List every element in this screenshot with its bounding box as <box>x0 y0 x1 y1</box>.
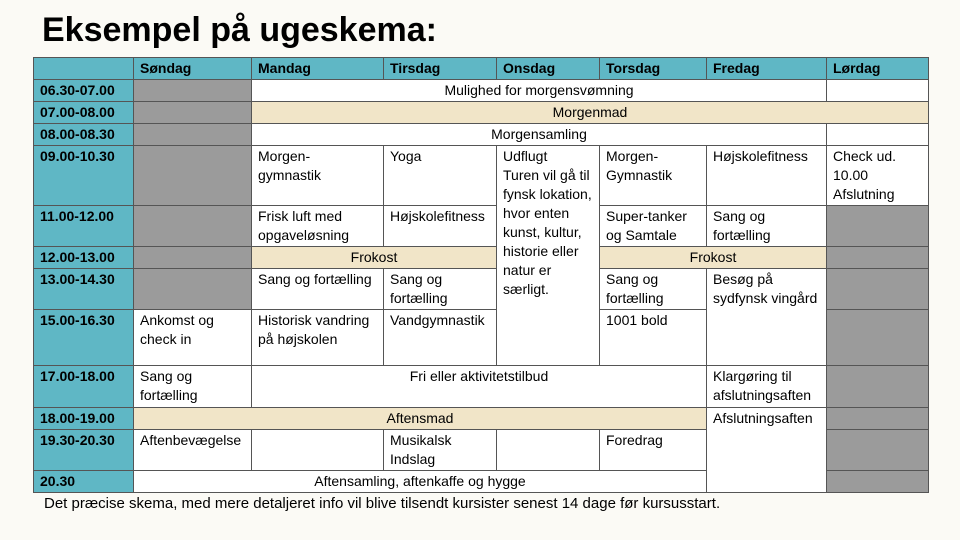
unavailable-cell <box>827 408 929 430</box>
unavailable-cell <box>134 247 252 269</box>
schedule-cell: Morgensamling <box>252 124 827 146</box>
unavailable-cell <box>134 146 252 206</box>
empty-cell <box>827 124 929 146</box>
unavailable-cell <box>827 269 929 310</box>
time-cell: 07.00-08.00 <box>34 102 134 124</box>
header-mandag: Mandag <box>252 58 384 80</box>
meal-cell: Frokost <box>252 247 497 269</box>
header-tirsdag: Tirsdag <box>384 58 497 80</box>
table-row <box>34 206 929 247</box>
table-row <box>34 247 929 269</box>
header-lordag: Lørdag <box>827 58 929 80</box>
unavailable-cell <box>827 206 929 247</box>
schedule-cell: Klargøring til afslutningsaften <box>707 366 827 408</box>
unavailable-cell <box>134 124 252 146</box>
schedule-cell: Vandgymnastik <box>384 310 497 366</box>
schedule-cell: Sang og fortælling <box>252 269 384 310</box>
empty-cell <box>252 430 384 471</box>
meal-cell: Frokost <box>600 247 827 269</box>
schedule-cell: Højskolefitness <box>384 206 497 247</box>
schedule-cell: Musikalsk Indslag <box>384 430 497 471</box>
header-corner <box>34 58 134 80</box>
time-cell: 13.00-14.30 <box>34 269 134 310</box>
schedule-cell: Aftensamling, aftenkaffe og hygge <box>134 471 707 493</box>
schedule-cell: Ankomst og check in <box>134 310 252 366</box>
week-schedule-table <box>33 57 929 493</box>
schedule-cell: Yoga <box>384 146 497 206</box>
schedule-cell: 1001 bold <box>600 310 707 366</box>
excursion-cell: Udflugt Turen vil gå til fynsk lokation, hvor enten kunst, kultur, historie eller natur er særligt. <box>497 146 600 366</box>
unavailable-cell <box>827 430 929 471</box>
schedule-cell: Super-tanker og Samtale <box>600 206 707 247</box>
meal-cell: Aftensmad <box>134 408 707 430</box>
table-row <box>34 366 929 408</box>
unavailable-cell <box>827 247 929 269</box>
unavailable-cell <box>827 310 929 366</box>
header-row <box>34 58 929 80</box>
table-row <box>34 408 929 430</box>
unavailable-cell <box>134 206 252 247</box>
empty-cell <box>497 430 600 471</box>
time-cell: 18.00-19.00 <box>34 408 134 430</box>
time-cell: 08.00-08.30 <box>34 124 134 146</box>
schedule-cell: Check ud. 10.00 Afslutning <box>827 146 929 206</box>
unavailable-cell <box>134 269 252 310</box>
meal-cell: Morgenmad <box>252 102 929 124</box>
header-fredag: Fredag <box>707 58 827 80</box>
table-row <box>34 102 929 124</box>
schedule-cell: Foredrag <box>600 430 707 471</box>
table-row <box>34 80 929 102</box>
time-cell: 19.30-20.30 <box>34 430 134 471</box>
time-cell: 06.30-07.00 <box>34 80 134 102</box>
schedule-cell: Morgen- gymnastik <box>252 146 384 206</box>
schedule-cell: Besøg på sydfynsk vingård <box>707 269 827 366</box>
schedule-cell: Højskolefitness <box>707 146 827 206</box>
page-title: Eksempel på ugeskema: <box>42 11 437 49</box>
table-row <box>34 269 929 310</box>
schedule-cell: Sang og fortælling <box>134 366 252 408</box>
schedule-cell: Frisk luft med opgaveløsning <box>252 206 384 247</box>
time-cell: 17.00-18.00 <box>34 366 134 408</box>
schedule-cell: Fri eller aktivitetstilbud <box>252 366 707 408</box>
time-cell: 12.00-13.00 <box>34 247 134 269</box>
unavailable-cell <box>827 471 929 493</box>
time-cell: 20.30 <box>34 471 134 493</box>
schedule-cell: Aftenbevægelse <box>134 430 252 471</box>
schedule-cell: Afslutningsaften <box>707 408 827 493</box>
table-row <box>34 124 929 146</box>
unavailable-cell <box>827 366 929 408</box>
schedule-cell: Sang og fortælling <box>707 206 827 247</box>
time-cell: 15.00-16.30 <box>34 310 134 366</box>
schedule-cell: Sang og fortælling <box>384 269 497 310</box>
empty-cell <box>827 80 929 102</box>
unavailable-cell <box>134 102 252 124</box>
header-onsdag: Onsdag <box>497 58 600 80</box>
header-torsdag: Torsdag <box>600 58 707 80</box>
schedule-cell: Morgen- Gymnastik <box>600 146 707 206</box>
schedule-cell: Historisk vandring på højskolen <box>252 310 384 366</box>
unavailable-cell <box>134 80 252 102</box>
time-cell: 09.00-10.30 <box>34 146 134 206</box>
header-sondag: Søndag <box>134 58 252 80</box>
schedule-cell: Sang og fortælling <box>600 269 707 310</box>
footnote: Det præcise skema, med mere detaljeret info vil blive tilsendt kursister senest 14 dage før kursusstart. <box>44 495 721 512</box>
table-row <box>34 146 929 206</box>
schedule-cell: Mulighed for morgensvømning <box>252 80 827 102</box>
time-cell: 11.00-12.00 <box>34 206 134 247</box>
